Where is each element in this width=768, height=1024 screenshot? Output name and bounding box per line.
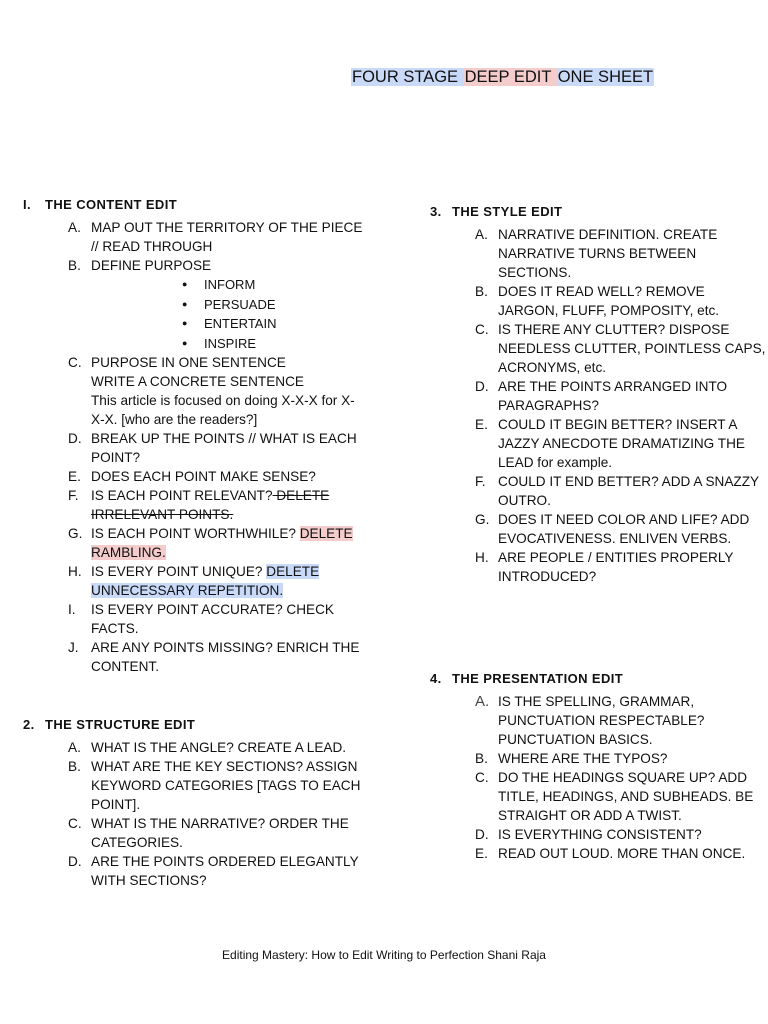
item-text: MAP OUT THE TERRITORY OF THE PIECE // READ THROUGH <box>91 220 363 254</box>
structure-edit-section <box>23 716 363 890</box>
item-marker: D. <box>475 379 489 394</box>
item-marker: D. <box>68 854 82 869</box>
item-marker: A. <box>68 220 81 235</box>
item-marker: D. <box>475 827 489 842</box>
item-marker: C. <box>68 816 82 831</box>
list-item <box>23 256 363 275</box>
struck-text: DELETE IRRELEVANT POINTS. <box>91 488 330 522</box>
section-number: 2. <box>23 717 35 732</box>
item-text: WHAT ARE THE KEY SECTIONS? ASSIGN KEYWORD CATEGORIES [TAGS TO EACH POINT]. <box>91 759 361 812</box>
item-text: ARE THE POINTS ARRANGED INTO PARAGRAPHS? <box>498 379 728 413</box>
item-marker: G. <box>68 526 83 541</box>
section-title: THE STYLE EDIT <box>452 204 563 219</box>
list-item <box>430 548 766 586</box>
title-part-four-stage: FOUR STAGE <box>352 68 463 86</box>
list-item <box>430 825 766 844</box>
list-item <box>23 600 363 638</box>
item-text: WHAT IS THE ANGLE? CREATE A LEAD. <box>91 740 347 755</box>
item-marker: H. <box>475 550 489 565</box>
list-item <box>430 510 766 548</box>
item-text: IS THERE ANY CLUTTER? DISPOSE NEEDLESS CLUTTER, POINTLESS CAPS, ACRONYMS, etc. <box>498 322 766 375</box>
item-marker: I. <box>68 602 76 617</box>
list-item <box>430 692 766 749</box>
item-text: PURPOSE IN ONE SENTENCE <box>91 355 286 370</box>
section-heading <box>23 716 363 734</box>
list-item <box>23 486 363 524</box>
bullet-item: ● PERSUADE <box>204 295 363 315</box>
item-text: WRITE A CONCRETE SENTENCE <box>91 374 304 389</box>
highlighted-text: DELETE UNNECESSARY REPETITION. <box>91 564 320 598</box>
bullet-item: ● INSPIRE <box>204 334 363 354</box>
item-marker: C. <box>475 322 489 337</box>
section-number: I. <box>23 197 32 212</box>
list-item <box>430 377 766 415</box>
item-text: DEFINE PURPOSE <box>91 258 212 273</box>
list-item <box>23 353 363 429</box>
list-item <box>23 218 363 256</box>
item-text: BREAK UP THE POINTS // WHAT IS EACH POINT? <box>91 431 357 465</box>
title-part-deep-edit: DEEP EDIT <box>464 68 556 86</box>
item-text: DOES IT READ WELL? REMOVE JARGON, FLUFF, POMPOSITY, etc. <box>498 284 720 318</box>
item-marker: A. <box>475 227 488 242</box>
list-item <box>23 757 363 814</box>
list-item <box>23 638 363 676</box>
item-marker: E. <box>68 469 81 484</box>
item-marker: C. <box>475 770 489 785</box>
item-text: COULD IT BEGIN BETTER? INSERT A JAZZY ANECDOTE DRAMATIZING THE LEAD for example. <box>498 417 745 470</box>
item-marker: B. <box>475 751 488 766</box>
item-text: ARE THE POINTS ORDERED ELEGANTLY WITH SECTIONS? <box>91 854 359 888</box>
bullet-item: ● INFORM <box>204 275 363 295</box>
item-text: IS EACH POINT WORTHWHILE? <box>91 526 300 541</box>
list-item <box>430 844 766 863</box>
item-marker: B. <box>475 284 488 299</box>
list-item <box>23 467 363 486</box>
section-number: 3. <box>430 204 442 219</box>
list-item <box>430 768 766 825</box>
section-title: THE STRUCTURE EDIT <box>45 717 196 732</box>
page-title <box>351 67 654 87</box>
item-marker: E. <box>475 417 488 432</box>
item-marker: C. <box>68 355 82 370</box>
bullet-item: ● ENTERTAIN <box>204 314 363 334</box>
item-marker: G. <box>475 512 490 527</box>
title-part-one-sheet: ONE SHEET <box>557 68 654 86</box>
item-text: ARE PEOPLE / ENTITIES PROPERLY INTRODUCED? <box>498 550 734 584</box>
section-number: 4. <box>430 671 442 686</box>
list-item <box>23 814 363 852</box>
item-marker: F. <box>475 474 486 489</box>
list-item <box>23 429 363 467</box>
section-heading <box>430 203 766 221</box>
item-marker: B. <box>68 759 81 774</box>
item-marker: D. <box>68 431 82 446</box>
item-marker: B. <box>68 258 81 273</box>
footer-citation: Editing Mastery: How to Edit Writing to Perfection Shani Raja <box>222 948 546 962</box>
item-text: This article is focused on doing X-X-X for X-X-X. [who are the readers?] <box>91 393 355 427</box>
list-item <box>430 472 766 510</box>
item-text: DOES IT NEED COLOR AND LIFE? ADD EVOCATIVENESS. ENLIVEN VERBS. <box>498 512 750 546</box>
list-item <box>430 225 766 282</box>
list-item <box>430 320 766 377</box>
list-item <box>430 415 766 472</box>
style-edit-section <box>430 203 766 586</box>
list-item <box>23 562 363 600</box>
item-text: IS THE SPELLING, GRAMMAR, PUNCTUATION RESPECTABLE? PUNCTUATION BASICS. <box>498 694 705 747</box>
list-item <box>430 282 766 320</box>
purpose-bullet-list <box>23 275 363 353</box>
item-text: IS EVERY POINT UNIQUE? <box>91 564 267 579</box>
item-text: DO THE HEADINGS SQUARE UP? ADD TITLE, HEADINGS, AND SUBHEADS. BE STRAIGHT OR ADD A TWIST. <box>498 770 754 823</box>
item-text: COULD IT END BETTER? ADD A SNAZZY OUTRO. <box>498 474 759 508</box>
item-marker: E. <box>475 846 488 861</box>
list-item <box>23 852 363 890</box>
presentation-edit-section <box>430 670 766 863</box>
item-text: NARRATIVE DEFINITION. CREATE NARRATIVE TURNS BETWEEN SECTIONS. <box>498 227 718 280</box>
item-marker: A. <box>68 740 81 755</box>
item-text: ARE ANY POINTS MISSING? ENRICH THE CONTENT. <box>91 640 360 674</box>
item-text: IS EACH POINT RELEVANT? <box>91 488 273 503</box>
highlighted-text: DELETE RAMBLING. <box>91 526 353 560</box>
list-item <box>23 524 363 562</box>
section-heading <box>430 670 766 688</box>
list-item <box>23 738 363 757</box>
section-title: THE CONTENT EDIT <box>45 197 178 212</box>
item-text: WHAT IS THE NARRATIVE? ORDER THE CATEGORIES. <box>91 816 349 850</box>
section-title: THE PRESENTATION EDIT <box>452 671 624 686</box>
item-marker: F. <box>68 488 79 503</box>
item-text: IS EVERYTHING CONSISTENT? <box>498 827 702 842</box>
item-text: WHERE ARE THE TYPOS? <box>498 751 668 766</box>
section-heading <box>23 196 363 214</box>
content-edit-section <box>23 196 363 676</box>
item-text: READ OUT LOUD. MORE THAN ONCE. <box>498 846 746 861</box>
item-marker: J. <box>68 640 79 655</box>
item-marker: H. <box>68 564 82 579</box>
item-marker: A. <box>475 693 490 710</box>
item-text: IS EVERY POINT ACCURATE? CHECK FACTS. <box>91 602 334 636</box>
list-item <box>430 749 766 768</box>
item-text: DOES EACH POINT MAKE SENSE? <box>91 469 316 484</box>
